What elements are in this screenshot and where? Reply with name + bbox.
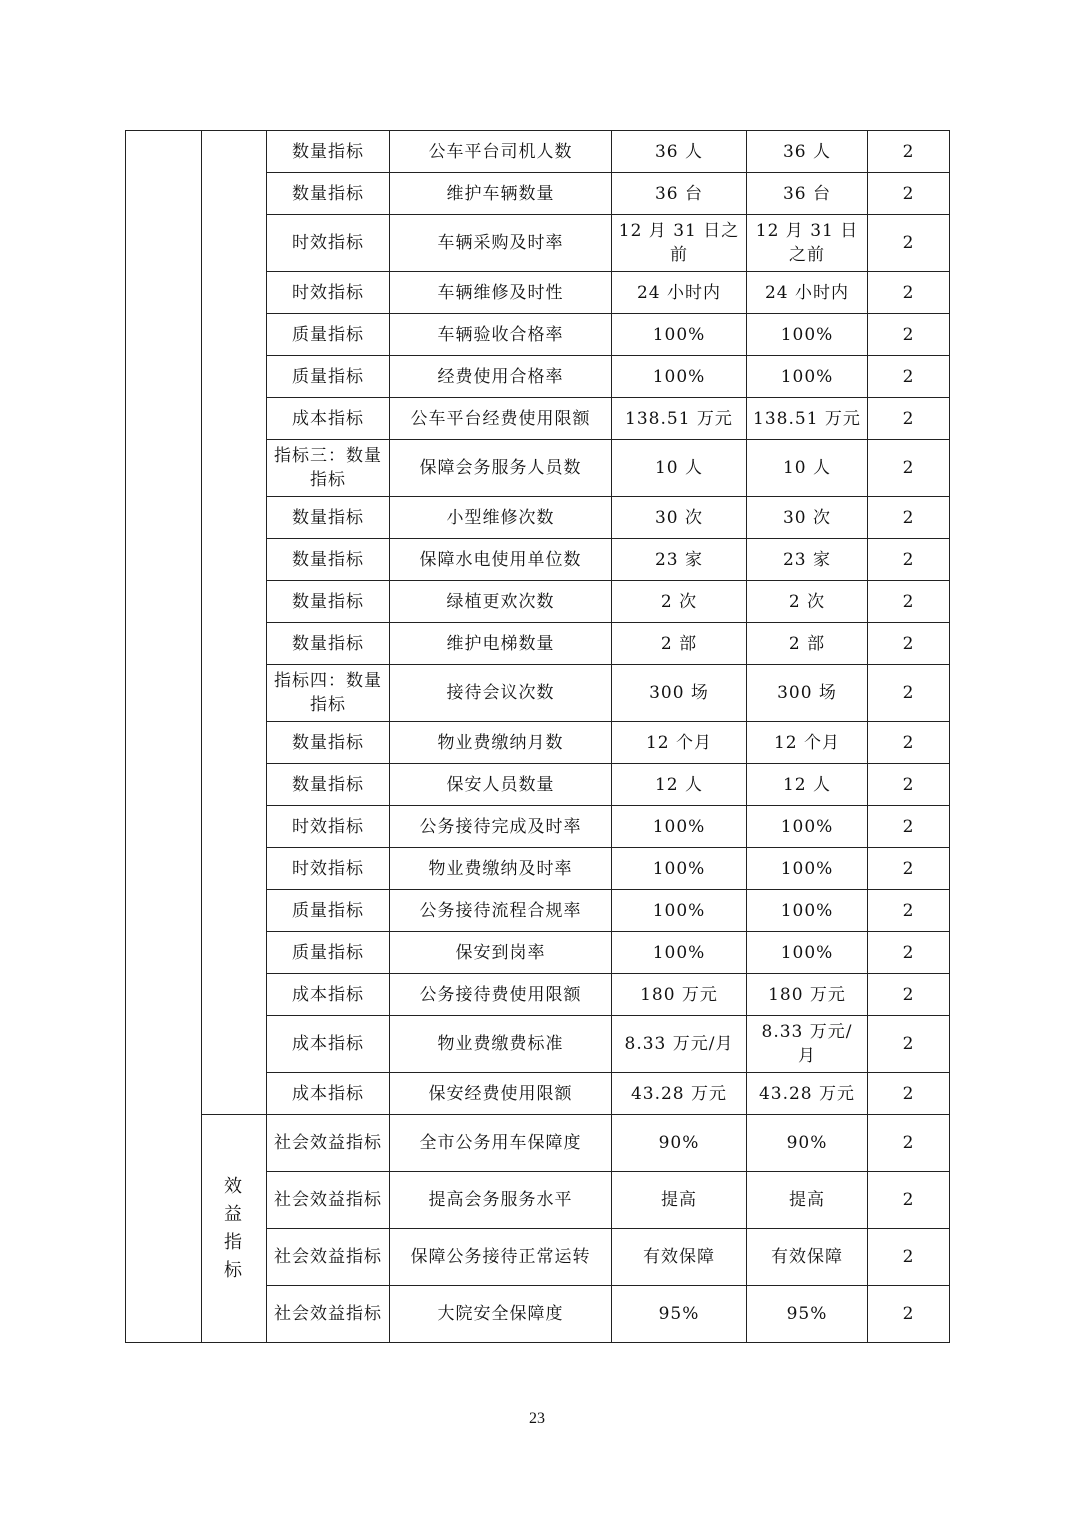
indicator-cell: 社会效益指标 [267,1115,390,1172]
score-cell: 2 [868,932,950,974]
target-value-cell: 300 场 [612,665,747,722]
target-value-cell: 36 台 [612,173,747,215]
score-cell: 2 [868,722,950,764]
score-cell: 2 [868,1229,950,1286]
indicator-name-cell: 小型维修次数 [390,497,612,539]
actual-value-cell: 90% [747,1115,868,1172]
score-cell: 2 [868,398,950,440]
indicator-cell: 指标三：数量指标 [267,440,390,497]
score-cell: 2 [868,1073,950,1115]
indicator-name-cell: 保安到岗率 [390,932,612,974]
actual-value-cell: 100% [747,890,868,932]
indicator-name-cell: 大院安全保障度 [390,1286,612,1343]
actual-value-cell: 36 台 [747,173,868,215]
score-cell: 2 [868,806,950,848]
indicator-name-cell: 保障水电使用单位数 [390,539,612,581]
score-cell: 2 [868,539,950,581]
actual-value-cell: 36 人 [747,131,868,173]
actual-value-cell: 138.51 万元 [747,398,868,440]
indicator-name-cell: 提高会务服务水平 [390,1172,612,1229]
target-value-cell: 43.28 万元 [612,1073,747,1115]
score-cell: 2 [868,764,950,806]
target-value-cell: 30 次 [612,497,747,539]
indicator-name-cell: 公车平台经费使用限额 [390,398,612,440]
indicator-name-cell: 保安人员数量 [390,764,612,806]
target-value-cell: 23 家 [612,539,747,581]
table-body [126,131,950,1343]
indicator-name-cell: 保安经费使用限额 [390,1073,612,1115]
score-cell: 2 [868,314,950,356]
indicator-cell: 时效指标 [267,806,390,848]
actual-value-cell: 180 万元 [747,974,868,1016]
indicator-name-cell: 经费使用合格率 [390,356,612,398]
table-row [126,1115,950,1172]
indicator-name-cell: 公务接待费使用限额 [390,974,612,1016]
performance-indicator-table [125,130,950,1343]
benefit-group-cell: 效益指标 [202,1115,267,1343]
actual-value-cell: 100% [747,806,868,848]
indicator-cell: 社会效益指标 [267,1229,390,1286]
indicator-name-cell: 全市公务用车保障度 [390,1115,612,1172]
score-cell: 2 [868,272,950,314]
target-value-cell: 提高 [612,1172,747,1229]
score-cell: 2 [868,356,950,398]
indicator-name-cell: 维护车辆数量 [390,173,612,215]
indicator-cell: 数量指标 [267,722,390,764]
target-value-cell: 有效保障 [612,1229,747,1286]
target-value-cell: 10 人 [612,440,747,497]
score-cell: 2 [868,1172,950,1229]
target-value-cell: 90% [612,1115,747,1172]
score-cell: 2 [868,1115,950,1172]
actual-value-cell: 有效保障 [747,1229,868,1286]
indicator-name-cell: 保障公务接待正常运转 [390,1229,612,1286]
category-cell [126,131,202,1343]
indicator-name-cell: 车辆采购及时率 [390,215,612,272]
target-value-cell: 2 部 [612,623,747,665]
actual-value-cell: 8.33 万元/月 [747,1016,868,1073]
indicator-name-cell: 公务接待流程合规率 [390,890,612,932]
indicator-cell: 质量指标 [267,314,390,356]
indicator-cell: 质量指标 [267,356,390,398]
indicator-cell: 时效指标 [267,848,390,890]
indicator-cell: 成本指标 [267,1073,390,1115]
score-cell: 2 [868,890,950,932]
indicator-name-cell: 车辆维修及时性 [390,272,612,314]
score-cell: 2 [868,497,950,539]
indicator-cell: 质量指标 [267,890,390,932]
score-cell: 2 [868,440,950,497]
target-value-cell: 180 万元 [612,974,747,1016]
indicator-cell: 数量指标 [267,623,390,665]
indicator-cell: 数量指标 [267,764,390,806]
actual-value-cell: 12 月 31 日之前 [747,215,868,272]
target-value-cell: 12 人 [612,764,747,806]
indicator-name-cell: 保障会务服务人员数 [390,440,612,497]
score-cell: 2 [868,173,950,215]
indicator-cell: 数量指标 [267,173,390,215]
actual-value-cell: 30 次 [747,497,868,539]
score-cell: 2 [868,1286,950,1343]
indicator-name-cell: 维护电梯数量 [390,623,612,665]
target-value-cell: 36 人 [612,131,747,173]
indicator-name-cell: 物业费缴纳月数 [390,722,612,764]
actual-value-cell: 10 人 [747,440,868,497]
actual-value-cell: 24 小时内 [747,272,868,314]
page-number: 23 [529,1410,545,1427]
target-value-cell: 12 月 31 日之前 [612,215,747,272]
indicator-name-cell: 公车平台司机人数 [390,131,612,173]
indicator-cell: 成本指标 [267,398,390,440]
actual-value-cell: 2 部 [747,623,868,665]
actual-value-cell: 100% [747,356,868,398]
score-cell: 2 [868,665,950,722]
indicator-name-cell: 绿植更欢次数 [390,581,612,623]
target-value-cell: 100% [612,848,747,890]
indicator-cell: 数量指标 [267,497,390,539]
actual-value-cell: 23 家 [747,539,868,581]
indicator-cell: 成本指标 [267,974,390,1016]
indicator-cell: 质量指标 [267,932,390,974]
actual-value-cell: 2 次 [747,581,868,623]
target-value-cell: 100% [612,890,747,932]
target-value-cell: 8.33 万元/月 [612,1016,747,1073]
score-cell: 2 [868,623,950,665]
target-value-cell: 100% [612,932,747,974]
indicator-name-cell: 公务接待完成及时率 [390,806,612,848]
indicator-name-cell: 物业费缴费标准 [390,1016,612,1073]
score-cell: 2 [868,1016,950,1073]
actual-value-cell: 100% [747,314,868,356]
indicator-cell: 数量指标 [267,581,390,623]
indicator-cell: 成本指标 [267,1016,390,1073]
score-cell: 2 [868,581,950,623]
target-value-cell: 100% [612,314,747,356]
output-group-cell [202,131,267,1115]
target-value-cell: 138.51 万元 [612,398,747,440]
indicator-cell: 社会效益指标 [267,1286,390,1343]
actual-value-cell: 12 人 [747,764,868,806]
actual-value-cell: 95% [747,1286,868,1343]
indicator-cell: 指标四：数量指标 [267,665,390,722]
indicator-cell: 数量指标 [267,131,390,173]
actual-value-cell: 300 场 [747,665,868,722]
indicator-cell: 时效指标 [267,215,390,272]
score-cell: 2 [868,974,950,1016]
indicator-name-cell: 物业费缴纳及时率 [390,848,612,890]
target-value-cell: 24 小时内 [612,272,747,314]
target-value-cell: 2 次 [612,581,747,623]
actual-value-cell: 100% [747,848,868,890]
indicator-cell: 社会效益指标 [267,1172,390,1229]
score-cell: 2 [868,215,950,272]
score-cell: 2 [868,131,950,173]
indicator-name-cell: 接待会议次数 [390,665,612,722]
actual-value-cell: 100% [747,932,868,974]
indicator-cell: 数量指标 [267,539,390,581]
target-value-cell: 100% [612,806,747,848]
target-value-cell: 12 个月 [612,722,747,764]
target-value-cell: 100% [612,356,747,398]
table-row [126,131,950,173]
target-value-cell: 95% [612,1286,747,1343]
indicator-cell: 时效指标 [267,272,390,314]
actual-value-cell: 提高 [747,1172,868,1229]
score-cell: 2 [868,848,950,890]
actual-value-cell: 43.28 万元 [747,1073,868,1115]
actual-value-cell: 12 个月 [747,722,868,764]
indicator-name-cell: 车辆验收合格率 [390,314,612,356]
